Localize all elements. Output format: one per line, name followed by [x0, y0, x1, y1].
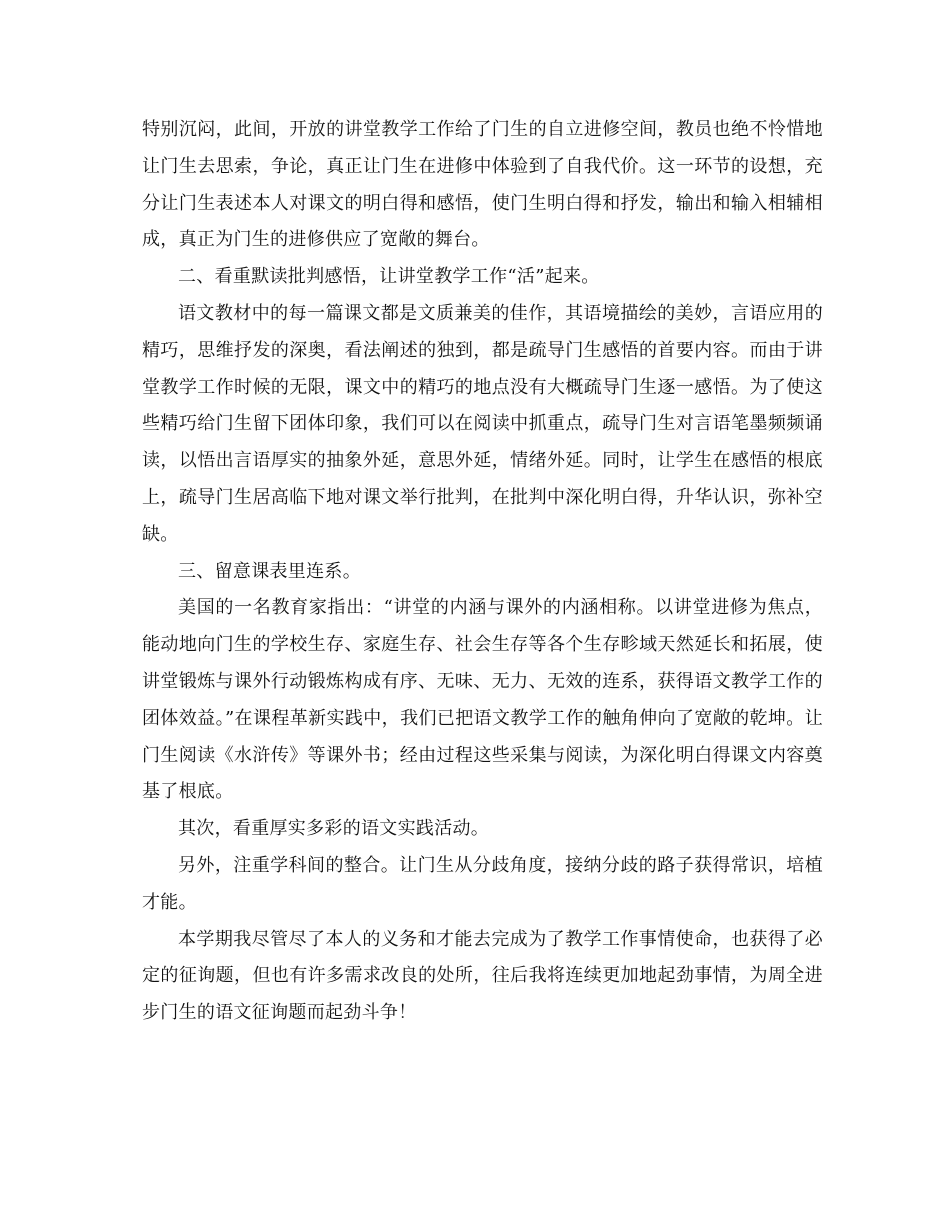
paragraph-continuation: 特别沉闷，此间，开放的讲堂教学工作给了门生的自立进修空间，教员也绝不怜惜地让门生去思索，争论，真正让门生在进修中体验到了自我代价。这一环节的设想，充分让门生表述本人对课文的明白得和感悟，使门生明白得和抒发，输出和输入相辅相成，真正为门生的进修供应了宽敞的舞台。 — [142, 119, 823, 251]
section-heading-two: 二、看重默读批判感悟，让讲堂教学工作“活”起来。 — [178, 266, 600, 288]
document-body — [142, 112, 823, 1032]
paragraph-semester-summary: 本学期我尽管尽了本人的义务和才能去完成为了教学工作事情使命，也获得了必定的征询题，但也有许多需求改良的处所，往后我将连续更加地起劲事情，为周全进步门生的语文征询题而起劲斗争！ — [142, 928, 823, 1024]
paragraph-practice-activities: 其次，看重厚实多彩的语文实践活动。 — [178, 818, 490, 840]
paragraph-educator-quote: 美国的一名教育家指出：“讲堂的内涵与课外的内涵相称。以讲堂进修为焦点，能动地向门生的学校生存、家庭生存、社会生存等各个生存畛域天然延长和拓展，使讲堂锻炼与课外行动锻炼构成有序、无味、无力、无效的连系，获得语文教学工作的团体效益。”在课程革新实践中，我们已把语文教学工作的触角伸向了宽敞的乾坤。让门生阅读《水浒传》等课外书；经由过程这些采集与阅读，为深化明白得课文内容奠基了根底。 — [142, 597, 823, 803]
paragraph-subject-integration: 另外，注重学科间的整合。让门生从分歧角度，接纳分歧的路子获得常识，培植才能。 — [142, 854, 823, 913]
paragraph-reading-comprehension: 语文教材中的每一篇课文都是文质兼美的佳作，其语境描绘的美妙，言语应用的精巧，思维抒发的深奥，看法阐述的独到，都是疏导门生感悟的首要内容。而由于讲堂教学工作时候的无限，课文中的精巧的地点没有大概疏导门生逐一感悟。为了使这些精巧给门生留下团体印象，我们可以在阅读中抓重点，疏导门生对言语笔墨频频诵读，以悟出言语厚实的抽象外延，意思外延，情绪外延。同时，让学生在感悟的根底上，疏导门生居高临下地对课文举行批判，在批判中深化明白得，升华认识，弥补空缺。 — [142, 302, 823, 545]
section-heading-three: 三、留意课表里连系。 — [178, 560, 361, 582]
